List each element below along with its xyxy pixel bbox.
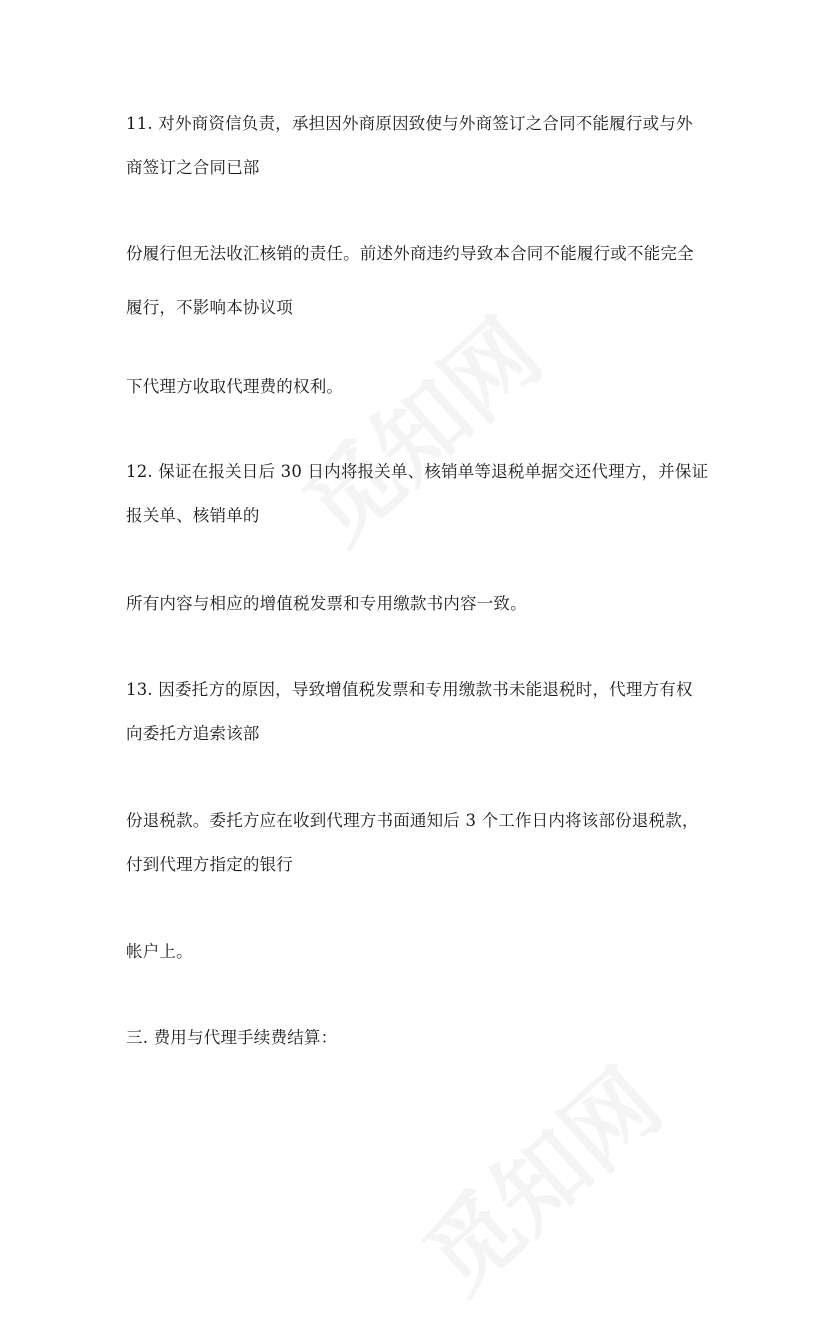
text-line-item13-d: 付到代理方指定的银行: [126, 855, 293, 874]
watermark-logo: [271, 285, 564, 568]
text-line-item12-b: 报关单、核销单的: [126, 506, 260, 525]
section-heading-fees: 三. 费用与代理手续费结算：: [126, 1028, 338, 1047]
text-line-item11-a: 11. 对外商资信负责，承担因外商原因致使与外商签订之合同不能履行或与外: [126, 114, 693, 133]
text-line-item11-b: 商签订之合同已部: [126, 158, 260, 177]
text-line-item11-c: 份履行但无法收汇核销的责任。前述外商违约导致本合同不能履行或不能完全: [126, 244, 694, 263]
text-line-item13-b: 向委托方追索该部: [126, 724, 260, 743]
text-line-item13-c: 份退税款。委托方应在收到代理方书面通知后 3 个工作日内将该部份退税款，: [126, 811, 699, 830]
text-line-item12-a: 12. 保证在报关日后 30 日内将报关单、核销单等退税单据交还代理方，并保证: [126, 462, 709, 481]
text-line-item11-e: 下代理方收取代理费的权利。: [126, 377, 344, 396]
text-line-item13-e: 帐户上。: [126, 942, 193, 961]
text-line-item11-d: 履行，不影响本协议项: [126, 298, 293, 317]
text-line-item13-a: 13. 因委托方的原因，导致增值税发票和专用缴款书未能退税时，代理方有权: [126, 680, 693, 699]
watermark-logo-bottom: [391, 1035, 684, 1317]
text-line-item12-c: 所有内容与相应的增值税发票和专用缴款书内容一致。: [126, 594, 527, 613]
